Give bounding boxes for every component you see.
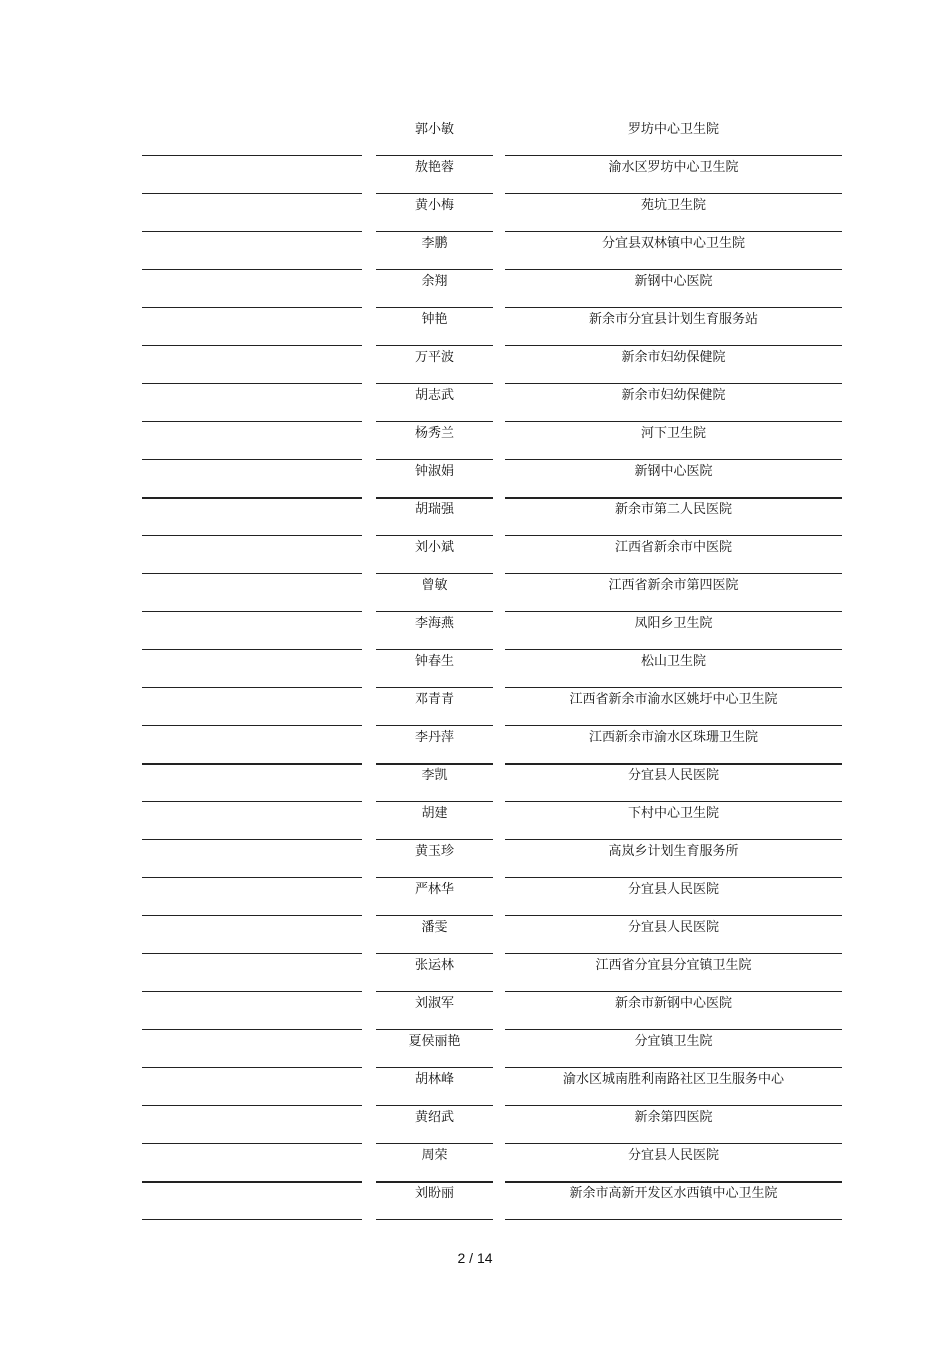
name-cell: 刘小斌 [414,540,454,555]
name-cell: 杨秀兰 [414,426,454,441]
blank-cell [142,681,362,719]
name-cell: 曾敏 [421,578,448,593]
organization-cell: 新余第四医院 [634,1110,713,1125]
table-row [0,795,950,833]
name-cell: 万平波 [414,350,454,365]
blank-cell [142,871,362,909]
blank-cell [142,947,362,985]
blank-cell [142,719,362,757]
name-cell: 胡志武 [414,388,454,403]
table-row [0,909,950,947]
name-cell: 胡瑞强 [414,502,454,517]
name-cell: 周荣 [421,1148,448,1163]
blank-cell [142,985,362,1023]
blank-cell [142,491,362,529]
organization-cell: 松山卫生院 [640,654,706,669]
name-cell: 胡建 [421,806,448,821]
blank-cell [142,529,362,567]
name-cell: 郭小敏 [414,122,454,137]
organization-cell: 新余市高新开发区水西镇中心卫生院 [569,1186,778,1201]
organization-cell: 江西新余市渝水区珠珊卫生院 [588,730,758,745]
table-row [0,149,950,187]
table-row [0,529,950,567]
organization-cell: 江西省新余市渝水区姚圩中心卫生院 [569,692,778,707]
blank-cell [142,1099,362,1137]
row-divider [142,1219,362,1220]
organization-cell: 河下卫生院 [640,426,706,441]
table-row [0,681,950,719]
table-row [0,643,950,681]
table-row [0,377,950,415]
blank-cell [142,1175,362,1213]
name-cell: 胡林峰 [414,1072,454,1087]
organization-cell: 新余市妇幼保健院 [621,350,726,365]
organization-cell: 新钢中心医院 [634,464,713,479]
name-cell: 李凯 [421,768,448,783]
organization-cell: 高岚乡计划生育服务所 [608,844,739,859]
blank-cell [142,795,362,833]
table-row [0,1061,950,1099]
organization-cell: 下村中心卫生院 [627,806,719,821]
organization-cell: 凤阳乡卫生院 [634,616,713,631]
blank-cell [142,909,362,947]
table-row [0,757,950,795]
table-row [0,301,950,339]
name-cell: 严林华 [414,882,454,897]
table-row [0,947,950,985]
table-row [0,833,950,871]
name-cell: 敖艳蓉 [414,160,454,175]
organization-cell: 分宜县人民医院 [627,1148,719,1163]
organization-cell: 新钢中心医院 [634,274,713,289]
name-cell: 邓青青 [414,692,454,707]
name-cell: 黄玉珍 [414,844,454,859]
page-number: 2 / 14 [457,1250,493,1266]
blank-cell [142,187,362,225]
table-row [0,605,950,643]
name-cell: 夏侯丽艳 [408,1034,461,1049]
row-divider [505,1219,842,1220]
organization-cell: 分宜县双林镇中心卫生院 [601,236,745,251]
organization-cell: 江西省分宜县分宜镇卫生院 [595,958,752,973]
organization-cell: 渝水区罗坊中心卫生院 [608,160,739,175]
table-row [0,1099,950,1137]
table-row [0,453,950,491]
row-divider [376,1219,493,1220]
name-cell: 钟淑娟 [414,464,454,479]
name-cell: 潘雯 [421,920,448,935]
blank-cell [142,339,362,377]
table-row [0,263,950,301]
organization-cell: 新余市分宜县计划生育服务站 [588,312,758,327]
blank-cell [142,377,362,415]
organization-cell: 苑坑卫生院 [640,198,706,213]
organization-cell: 分宜县人民医院 [627,882,719,897]
table-row [0,111,950,149]
name-cell: 钟艳 [421,312,448,327]
table-row [0,1175,950,1213]
name-cell: 张运林 [414,958,454,973]
organization-cell: 分宜县人民医院 [627,920,719,935]
organization-cell: 分宜县人民医院 [627,768,719,783]
table-row [0,1023,950,1061]
blank-cell [142,415,362,453]
table-row [0,719,950,757]
name-cell: 李海燕 [414,616,454,631]
blank-cell [142,643,362,681]
name-cell: 钟春生 [414,654,454,669]
blank-cell [142,567,362,605]
blank-cell [142,225,362,263]
table-row [0,871,950,909]
blank-cell [142,833,362,871]
organization-cell: 新余市妇幼保健院 [621,388,726,403]
name-cell: 黄绍武 [414,1110,454,1125]
blank-cell [142,111,362,149]
blank-cell [142,453,362,491]
blank-cell [142,263,362,301]
name-cell: 李丹萍 [414,730,454,745]
blank-cell [142,1023,362,1061]
table-row [0,415,950,453]
organization-cell: 新余市第二人民医院 [614,502,732,517]
name-cell: 黄小梅 [414,198,454,213]
blank-cell [142,757,362,795]
table-row [0,491,950,529]
table-row [0,187,950,225]
organization-cell: 江西省新余市第四医院 [608,578,739,593]
table-row [0,1137,950,1175]
organization-cell: 新余市新钢中心医院 [614,996,732,1011]
blank-cell [142,149,362,187]
table-row [0,339,950,377]
blank-cell [142,1137,362,1175]
name-cell: 刘淑军 [414,996,454,1011]
table-row [0,567,950,605]
blank-cell [142,1061,362,1099]
table-row [0,985,950,1023]
name-cell: 刘盼丽 [414,1186,454,1201]
blank-cell [142,605,362,643]
organization-cell: 分宜镇卫生院 [634,1034,713,1049]
table-row [0,225,950,263]
name-cell: 余翔 [421,274,448,289]
name-cell: 李鹏 [421,236,448,251]
organization-cell: 江西省新余市中医院 [614,540,732,555]
organization-cell: 渝水区城南胜利南路社区卫生服务中心 [562,1072,784,1087]
blank-cell [142,301,362,339]
organization-cell: 罗坊中心卫生院 [627,122,719,137]
